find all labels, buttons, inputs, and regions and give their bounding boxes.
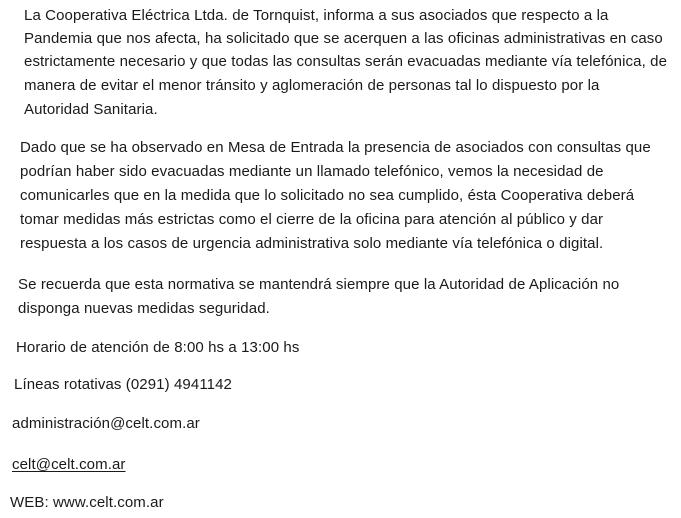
office-hours: Horario de atención de 8:00 hs a 13:00 hs <box>16 339 300 356</box>
paragraph-line: podrían haber sido evacuadas mediante un llamado telefónico, vemos la necesidad de <box>20 163 604 180</box>
website[interactable]: WEB: www.celt.com.ar <box>10 494 164 511</box>
paragraph-line: Se recuerda que esta normativa se mantendrá siempre que la Autoridad de Aplicación no <box>18 276 620 293</box>
paragraph-line: manera de evitar el menor tránsito y aglomeración de personas tal lo dispuesto por la <box>24 77 600 94</box>
paragraph-line: Pandemia que nos afecta, ha solicitado que se acerquen a las oficinas administrativas en caso <box>24 30 663 47</box>
paragraph-line: disponga nuevas medidas seguridad. <box>18 300 270 317</box>
paragraph-line: Autoridad Sanitaria. <box>24 101 158 118</box>
paragraph-line: respuesta a los casos de urgencia administrativa solo mediante vía telefónica o digital. <box>20 235 604 252</box>
phone-lines: Líneas rotativas (0291) 4941142 <box>14 376 232 393</box>
paragraph-line: tomar medidas más estrictas como el cierre de la oficina para atención al público y dar <box>20 211 604 228</box>
paragraph-line: Dado que se ha observado en Mesa de Entrada la presencia de asociados con consultas que <box>20 139 651 156</box>
paragraph-line: estrictamente necesario y que todas las consultas serán evacuadas mediante vía telefónica, de <box>24 53 668 70</box>
admin-email[interactable]: administración@celt.com.ar <box>12 415 200 432</box>
general-email-link[interactable]: celt@celt.com.ar <box>12 456 126 473</box>
paragraph-line: La Cooperativa Eléctrica Ltda. de Tornquist, informa a sus asociados que respecto a la <box>24 7 609 24</box>
paragraph-line: comunicarles que en la medida que lo solicitado no sea cumplido, ésta Cooperativa deberá <box>20 187 635 204</box>
